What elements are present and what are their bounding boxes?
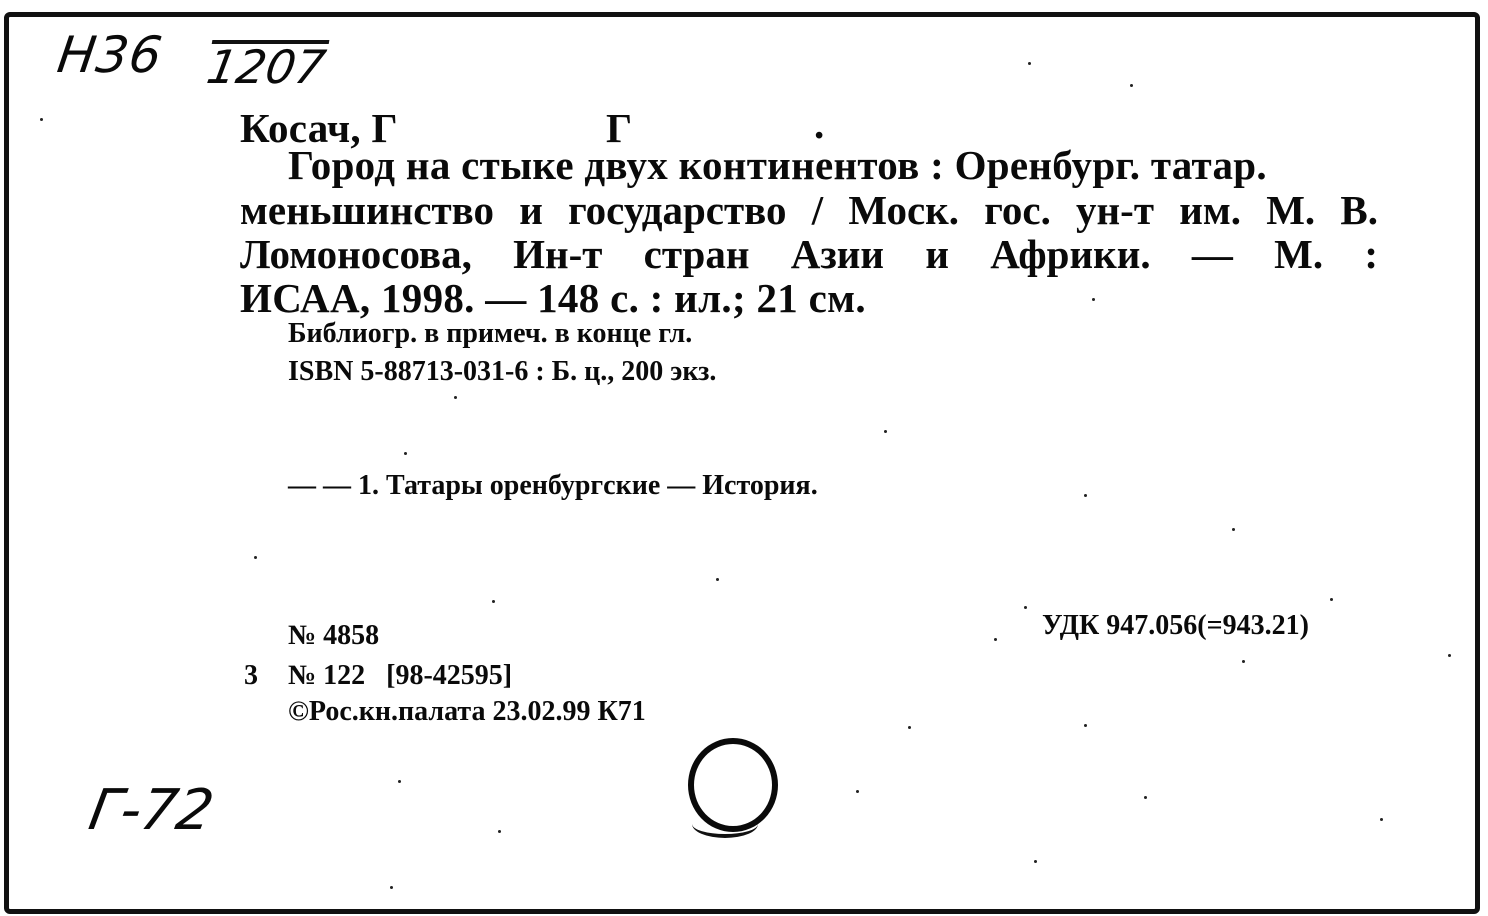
handwritten-bottom-mark: Г-72 bbox=[84, 778, 219, 843]
scan-speck bbox=[40, 118, 43, 121]
scan-speck bbox=[908, 726, 911, 729]
scan-speck bbox=[1144, 796, 1147, 799]
title-line-1: Город на стыке двух континентов : Оренбург. татар. bbox=[288, 142, 1267, 188]
record-number: № 4858 bbox=[288, 620, 380, 651]
scan-speck bbox=[1130, 84, 1133, 87]
scan-speck bbox=[390, 886, 393, 889]
scan-speck bbox=[1448, 654, 1451, 657]
author-surname: Косач, Г bbox=[240, 105, 398, 151]
book-chamber-line: ©Рос.кн.палата 23.02.99 К71 bbox=[288, 696, 646, 727]
title-line-3: Ломоносова, Ин-т стран Азии и Африки. — М. : bbox=[240, 231, 1378, 277]
scan-speck bbox=[254, 556, 257, 559]
handwritten-number: 1207 bbox=[202, 40, 330, 94]
bibliography-note: Библиогр. в примеч. в конце гл. bbox=[288, 318, 693, 349]
scan-speck bbox=[994, 638, 997, 641]
copy-number: № 122 [98-42595] bbox=[288, 660, 513, 691]
title-line-2: меньшинство и государство / Моск. гос. ун-т им. М. В. bbox=[240, 187, 1378, 233]
scan-speck bbox=[398, 780, 401, 783]
scan-speck bbox=[1380, 818, 1383, 821]
title-line-4: ИСАА, 1998. — 148 с. : ил.; 21 см. bbox=[240, 275, 866, 321]
isbn-line: ISBN 5-88713-031-6 : Б. ц., 200 экз. bbox=[288, 356, 717, 387]
punch-hole-shadow bbox=[692, 810, 758, 838]
author-dot: . bbox=[814, 101, 825, 147]
copy-prefix: 3 bbox=[244, 660, 258, 691]
scan-speck bbox=[1028, 62, 1031, 65]
scan-speck bbox=[404, 452, 407, 455]
scan-speck bbox=[1024, 606, 1027, 609]
scan-speck bbox=[1232, 528, 1235, 531]
scan-speck bbox=[454, 396, 457, 399]
udc-code: УДК 947.056(=943.21) bbox=[1042, 610, 1309, 641]
scan-speck bbox=[1034, 860, 1037, 863]
scan-speck bbox=[1242, 660, 1245, 663]
scan-speck bbox=[1092, 298, 1095, 301]
scan-speck bbox=[1084, 724, 1087, 727]
scan-speck bbox=[492, 600, 495, 603]
scan-speck bbox=[716, 578, 719, 581]
scan-speck bbox=[1330, 598, 1333, 601]
author-initial: Г bbox=[606, 105, 633, 151]
scan-speck bbox=[856, 790, 859, 793]
subject-heading: — — 1. Татары оренбургские — История. bbox=[288, 470, 818, 501]
scan-speck bbox=[1084, 494, 1087, 497]
scan-speck bbox=[884, 430, 887, 433]
scan-speck bbox=[498, 830, 501, 833]
handwritten-shelf-mark: Н36 bbox=[53, 26, 167, 84]
